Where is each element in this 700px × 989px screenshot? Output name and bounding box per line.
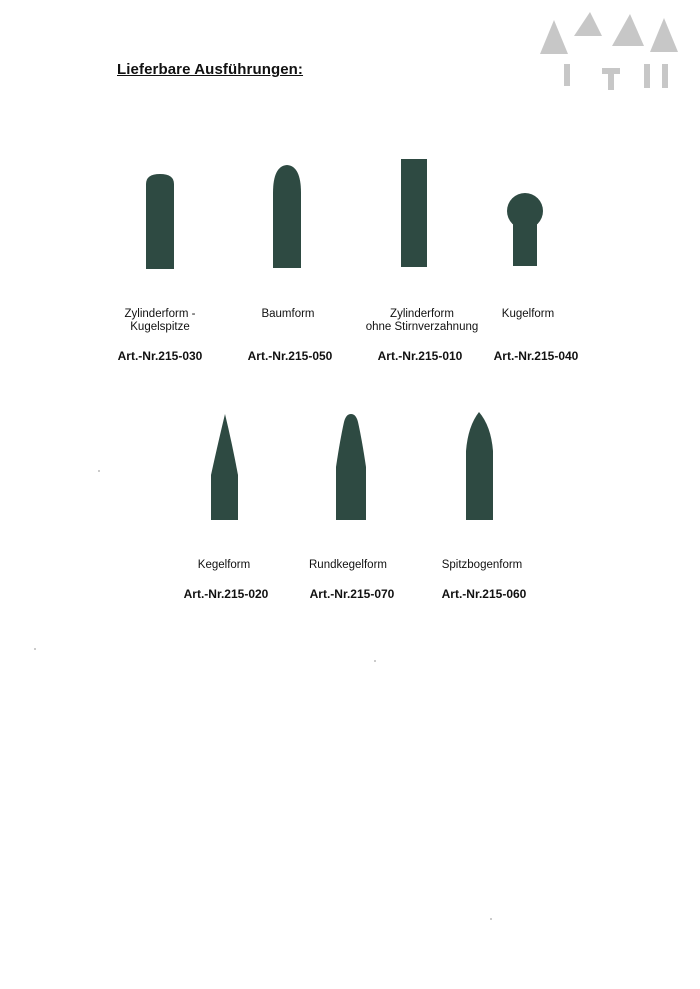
product-name-rundkegelform: Rundkegelform	[309, 559, 387, 571]
artnr-215-010: Art.-Nr.215-010	[377, 349, 463, 363]
artnr-215-050: Art.-Nr.215-050	[247, 349, 333, 363]
product-name-zylinder-ohne: Zylinderform ohne Stirnverzahnung	[365, 308, 479, 333]
scan-speck	[374, 660, 376, 662]
artnr-215-020: Art.-Nr.215-020	[183, 587, 269, 601]
round-cone-shape-icon	[335, 412, 367, 521]
cylinder-ball-tip-icon	[145, 172, 175, 270]
page-heading: Lieferbare Ausführungen:	[117, 61, 304, 78]
scan-speck	[490, 918, 492, 920]
product-name-kugelform: Kugelform	[501, 308, 555, 320]
artnr-215-070: Art.-Nr.215-070	[309, 587, 395, 601]
ball-shape-icon	[505, 192, 545, 268]
pointed-arch-shape-icon	[465, 411, 494, 521]
cone-shape-icon	[210, 413, 240, 521]
product-name-baumform: Baumform	[261, 308, 315, 320]
scan-speck	[34, 648, 36, 650]
stamp-logo	[532, 6, 682, 98]
artnr-215-030: Art.-Nr.215-030	[117, 349, 203, 363]
product-name-spitzbogenform: Spitzbogenform	[441, 559, 523, 571]
scan-speck	[98, 470, 100, 472]
artnr-215-060: Art.-Nr.215-060	[441, 587, 527, 601]
tree-shape-icon	[272, 163, 302, 269]
product-name-kegelform: Kegelform	[197, 559, 251, 571]
artnr-215-040: Art.-Nr.215-040	[493, 349, 579, 363]
product-name-zylinder-kugelspitze: Zylinderform - Kugelspitze	[124, 308, 196, 333]
cylinder-flat-icon	[400, 158, 428, 268]
